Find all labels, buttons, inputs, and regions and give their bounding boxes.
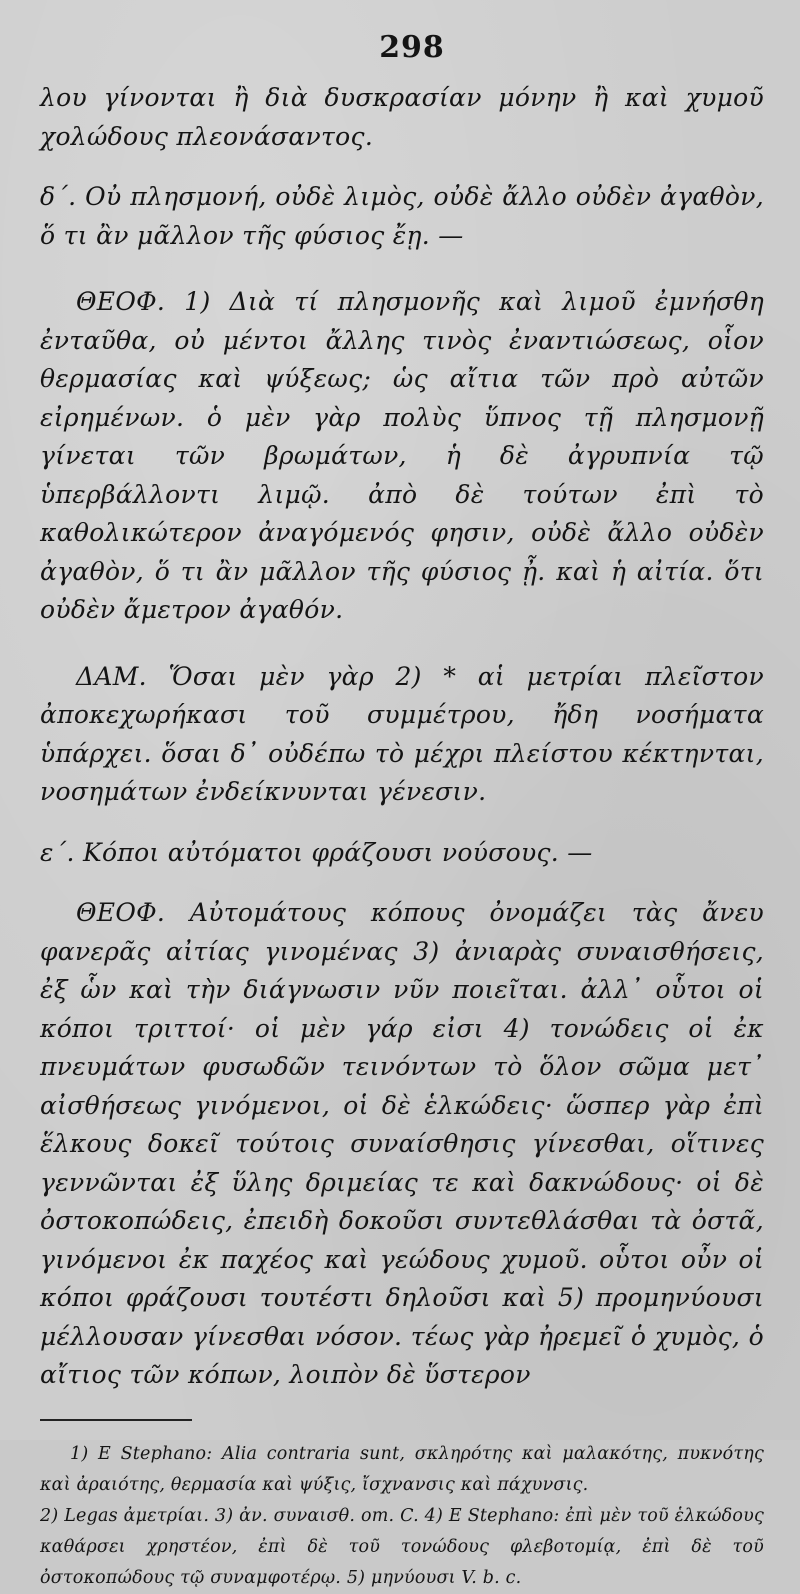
aphorism-4: δ΄. Οὐ πλησμονή, οὐδὲ λιμὸς, οὐδὲ ἄλλο οὐδὲν ἀγαθὸν, ὅ τι ἂν μᾶλλον τῆς φύσιος ἔῃ. — xyxy=(40,182,764,250)
commentary-theophilus-1: ΘΕΟΦ. 1) Διὰ τί πλησμονῆς καὶ λιμοῦ ἐμνήσθη ἐνταῦθα, οὐ μέντοι ἄλλης τινὸς ἐναντιώσεως, οἷον θερμασίας καὶ ψύξεως; ὡς αἴτια τῶν πρὸ αὐτῶν εἰρημένων. ὁ μὲν γὰρ πολὺς ὕπνος τῇ πλησμονῇ γίνεται τῶν βρωμάτων, ἡ δὲ ἀγρυπνία τῷ ὑπερβάλλοντι λιμῷ. ἀπὸ δὲ τούτων ἐπὶ τὸ καθολικώτερον ἀναγόμενός φησιν, οὐδὲ ἄλλο οὐδὲν ἀγαθὸν, ὅ τι ἂν μᾶλλον τῆς φύσιος ᾖ. καὶ ἡ αἰτία. ὅτι οὐδὲν ἄμετρον ἀγαθόν. xyxy=(40,287,764,624)
main-text xyxy=(40,79,764,1395)
footnote-2-5: 2) Legas ἀμετρίαι. 3) ἀν. συναισθ. om. C. 4) E Stephano: ἐπὶ μὲν τοῦ ἑλκώδους καθάρσει χρηστέον, ἐπὶ δὲ τοῦ τονώδους φλεβοτομίᾳ, ἐπὶ δὲ τοῦ ὀστοκοπώδους τῷ συναμφοτέρῳ. 5) μηνύουσι V. b. c. xyxy=(40,1505,764,1588)
paragraph-continuation: λου γίνονται ἢ διὰ δυσκρασίαν μόνην ἢ καὶ χυμοῦ χολώδους πλεονάσαντος. xyxy=(40,83,764,151)
page-number: 298 xyxy=(379,30,445,65)
commentary-theophilus-2: ΘΕΟΦ. Αὐτομάτους κόπους ὀνομάζει τὰς ἄνευ φανερᾶς αἰτίας γινομένας 3) ἀνιαρὰς συναισθήσεις, ἐξ ὧν καὶ τὴν διάγνωσιν νῦν ποιεῖται. ἀλλ᾽ οὗτοι οἱ κόποι τριττοί· οἱ μὲν γάρ εἰσι 4) τονώδεις οἱ ἐκ πνευμάτων φυσωδῶν τεινόντων τὸ ὅλον σῶμα μετ᾽ αἰσθήσεως γινόμενοι, οἱ δὲ ἑλκώδεις· ὥσπερ γὰρ ἐπὶ ἕλκους δοκεῖ τούτοις συναίσθησις γίνεσθαι, οἵτινες γεννῶνται ἐξ ὕλης δριμείας τε καὶ δακνώδους· οἱ δὲ ὀστοκοπώδεις, ἐπειδὴ δοκοῦσι συντεθλάσθαι τὰ ὀστᾶ, γινόμενοι ἐκ παχέος καὶ γεώδους χυμοῦ. οὗτοι οὖν οἱ κόποι φράζουσι τουτέστι δηλοῦσι καὶ 5) προμηνύουσι μέλλουσαν γίνεσθαι νόσον. τέως γὰρ ἠρεμεῖ ὁ χυμὸς, ὁ αἴτιος τῶν κόπων, λοιπὸν δὲ ὕστερον xyxy=(40,898,764,1389)
commentary-damascius: ΔΑΜ. Ὅσαι μὲν γὰρ 2) * αἱ μετρίαι πλεῖστον ἀποκεχωρήκασι τοῦ συμμέτρου, ἤδη νοσήματα ὑπάρχει. ὅσαι δ᾽ οὐδέπω τὸ μέχρι πλείστου κέκτηνται, νοσημάτων ἐνδείκνυνται γένεσιν. xyxy=(40,661,764,806)
footnotes xyxy=(40,1439,764,1594)
footnote-1: 1) E Stephano: Alia contraria sunt, σκληρότης καὶ μαλακότης, πυκνότης καὶ ἀραιότης, θερμασία καὶ ψύξις, ἴσχνανσις καὶ πάχυνσις. xyxy=(40,1443,764,1495)
footnote-divider xyxy=(40,1419,192,1421)
aphorism-5: ε΄. Κόποι αὐτόματοι φράζουσι νούσους. — xyxy=(40,837,593,867)
